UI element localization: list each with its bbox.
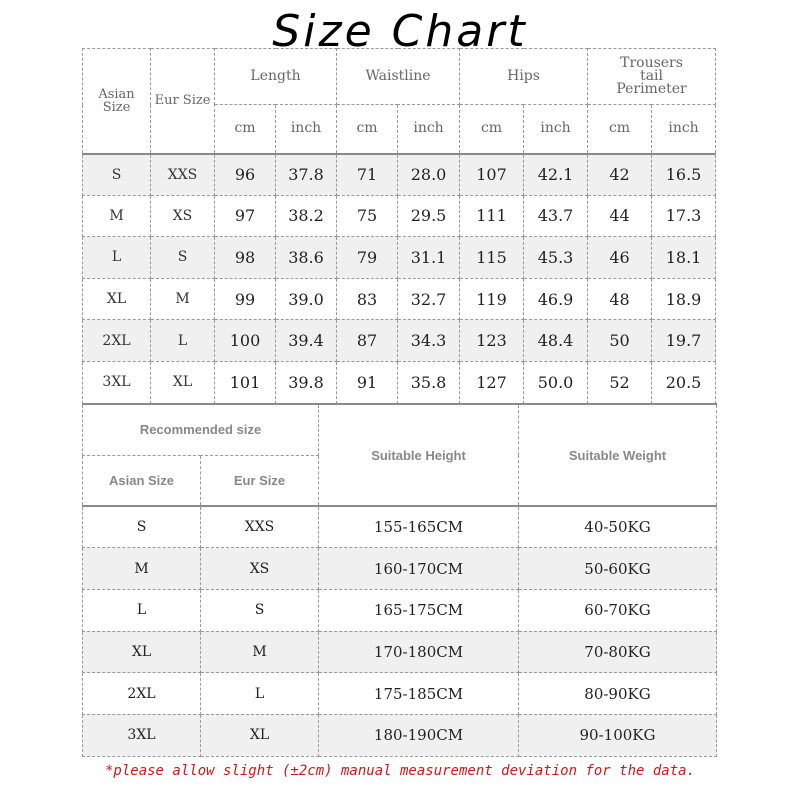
table-row <box>83 631 717 673</box>
cell-eur: L <box>151 320 215 362</box>
header-length: Length <box>215 49 337 105</box>
cell-eur: XS <box>151 195 215 237</box>
cell-eur: L <box>201 673 319 715</box>
cell-tail-cm: 50 <box>588 320 652 362</box>
cell-tail-cm: 52 <box>588 361 652 403</box>
table-row <box>83 589 717 631</box>
cell-asian: 2XL <box>83 673 201 715</box>
cell-length-cm: 97 <box>215 195 276 237</box>
cell-tail-inch: 17.3 <box>652 195 716 237</box>
cell-asian: L <box>83 589 201 631</box>
header-hips: Hips <box>460 49 588 105</box>
cell-weight: 40-50KG <box>519 506 717 548</box>
cell-waist-cm: 87 <box>337 320 398 362</box>
table-row <box>83 361 716 403</box>
cell-asian: XL <box>83 631 201 673</box>
cell-tail-inch: 19.7 <box>652 320 716 362</box>
cell-hips-inch: 43.7 <box>524 195 588 237</box>
cell-waist-cm: 75 <box>337 195 398 237</box>
cell-asian: 2XL <box>83 320 151 362</box>
cell-eur: S <box>201 589 319 631</box>
header-inch: inch <box>652 105 716 154</box>
header-trousers-tail: Trousers tail Perimeter <box>588 49 716 105</box>
measurement-note: *please allow slight (±2cm) manual measurement deviation for the data. <box>104 763 695 779</box>
cell-hips-inch: 50.0 <box>524 361 588 403</box>
cell-tail-inch: 18.9 <box>652 278 716 320</box>
cell-hips-inch: 48.4 <box>524 320 588 362</box>
cell-hips-inch: 42.1 <box>524 154 588 196</box>
cell-height: 175-185CM <box>319 673 519 715</box>
header-cm: cm <box>588 105 652 154</box>
cell-length-inch: 38.6 <box>276 237 337 279</box>
cell-hips-inch: 46.9 <box>524 278 588 320</box>
cell-hips-cm: 107 <box>460 154 524 196</box>
cell-length-inch: 39.4 <box>276 320 337 362</box>
cell-asian: S <box>83 506 201 548</box>
cell-hips-cm: 119 <box>460 278 524 320</box>
cell-asian: 3XL <box>83 714 201 756</box>
cell-length-cm: 98 <box>215 237 276 279</box>
cell-hips-cm: 127 <box>460 361 524 403</box>
cell-waist-inch: 35.8 <box>398 361 460 403</box>
header-asian-size: Asian Size <box>83 455 201 506</box>
table-row <box>83 195 716 237</box>
cell-length-cm: 100 <box>215 320 276 362</box>
cell-waist-cm: 83 <box>337 278 398 320</box>
cell-weight: 50-60KG <box>519 548 717 590</box>
cell-eur: XXS <box>151 154 215 196</box>
cell-eur: M <box>201 631 319 673</box>
cell-asian: L <box>83 237 151 279</box>
cell-weight: 70-80KG <box>519 631 717 673</box>
header-suitable-weight: Suitable Weight <box>519 404 717 506</box>
cell-eur: XXS <box>201 506 319 548</box>
measurement-table <box>82 48 716 404</box>
table-row <box>83 320 716 362</box>
cell-waist-inch: 29.5 <box>398 195 460 237</box>
table-row <box>83 154 716 196</box>
cell-hips-cm: 115 <box>460 237 524 279</box>
header-asian-size: Asian Size <box>83 49 151 154</box>
cell-height: 170-180CM <box>319 631 519 673</box>
cell-weight: 90-100KG <box>519 714 717 756</box>
recommended-size-table <box>82 403 717 757</box>
cell-eur: XL <box>151 361 215 403</box>
header-eur-size: Eur Size <box>151 49 215 154</box>
cell-eur: XL <box>201 714 319 756</box>
header-recommended-size: Recommended size <box>83 404 319 455</box>
header-cm: cm <box>460 105 524 154</box>
header-inch: inch <box>276 105 337 154</box>
cell-waist-inch: 31.1 <box>398 237 460 279</box>
table-row <box>83 548 717 590</box>
cell-tail-inch: 20.5 <box>652 361 716 403</box>
cell-eur: XS <box>201 548 319 590</box>
header-cm: cm <box>337 105 398 154</box>
cell-hips-cm: 111 <box>460 195 524 237</box>
cell-length-cm: 99 <box>215 278 276 320</box>
header-inch: inch <box>398 105 460 154</box>
table-row <box>83 237 716 279</box>
cell-height: 165-175CM <box>319 589 519 631</box>
cell-eur: M <box>151 278 215 320</box>
table-row <box>83 278 716 320</box>
cell-length-inch: 39.0 <box>276 278 337 320</box>
cell-tail-inch: 18.1 <box>652 237 716 279</box>
cell-waist-inch: 34.3 <box>398 320 460 362</box>
cell-asian: M <box>83 195 151 237</box>
cell-tail-cm: 48 <box>588 278 652 320</box>
cell-height: 155-165CM <box>319 506 519 548</box>
cell-tail-cm: 46 <box>588 237 652 279</box>
table-row <box>83 506 717 548</box>
cell-asian: M <box>83 548 201 590</box>
page-title: Size Chart <box>272 6 528 57</box>
header-cm: cm <box>215 105 276 154</box>
cell-waist-inch: 28.0 <box>398 154 460 196</box>
cell-tail-inch: 16.5 <box>652 154 716 196</box>
cell-asian: S <box>83 154 151 196</box>
cell-height: 180-190CM <box>319 714 519 756</box>
cell-weight: 80-90KG <box>519 673 717 715</box>
header-inch: inch <box>524 105 588 154</box>
header-eur-size: Eur Size <box>201 455 319 506</box>
cell-hips-inch: 45.3 <box>524 237 588 279</box>
cell-length-cm: 101 <box>215 361 276 403</box>
cell-length-inch: 38.2 <box>276 195 337 237</box>
table-row <box>83 673 717 715</box>
cell-height: 160-170CM <box>319 548 519 590</box>
cell-length-inch: 39.8 <box>276 361 337 403</box>
cell-waist-cm: 79 <box>337 237 398 279</box>
cell-weight: 60-70KG <box>519 589 717 631</box>
cell-hips-cm: 123 <box>460 320 524 362</box>
cell-tail-cm: 42 <box>588 154 652 196</box>
cell-waist-cm: 91 <box>337 361 398 403</box>
cell-asian: 3XL <box>83 361 151 403</box>
cell-eur: S <box>151 237 215 279</box>
cell-tail-cm: 44 <box>588 195 652 237</box>
cell-length-inch: 37.8 <box>276 154 337 196</box>
header-suitable-height: Suitable Height <box>319 404 519 506</box>
table-row <box>83 714 717 756</box>
cell-waist-cm: 71 <box>337 154 398 196</box>
cell-length-cm: 96 <box>215 154 276 196</box>
cell-waist-inch: 32.7 <box>398 278 460 320</box>
header-waistline: Waistline <box>337 49 460 105</box>
cell-asian: XL <box>83 278 151 320</box>
